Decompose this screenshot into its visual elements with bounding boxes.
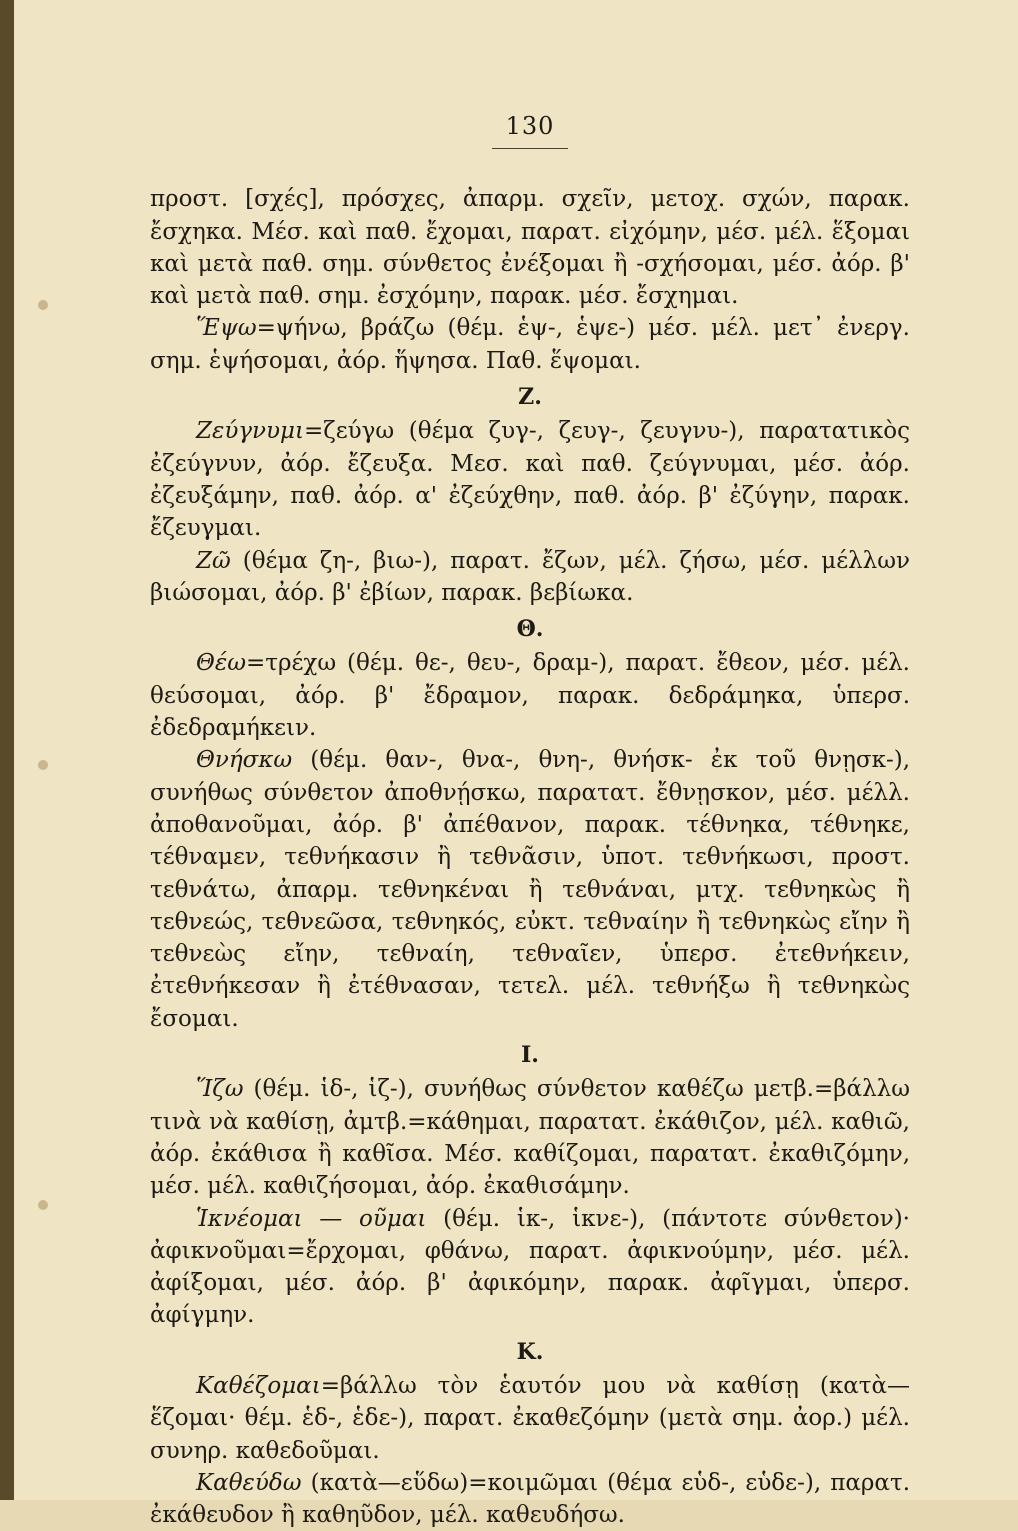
section-letter: Ζ. (518, 384, 542, 411)
section-letter: Ι. (521, 1042, 539, 1069)
entry-lemma: Ζεύγνυμι (196, 418, 304, 445)
entry-lemma: Ἕψω (196, 315, 257, 342)
entry-paragraph: Καθεύδω (κατὰ—εὕδω)=κοιμῶμαι (θέμα εὑδ-, εὑδε-), παρατ. ἐκάθευδον ἢ καθηῦδον, μέλ. καθευδήσω. (150, 1469, 910, 1529)
binding-hole (38, 300, 48, 310)
entry-lemma: Θέω (196, 650, 246, 677)
entry-paragraph: Ζῶ (θέμα ζη-, βιω-), παρατ. ἔζων, μέλ. ζήσω, μέσ. μέλλων βιώσομαι, ἀόρ. β' ἐβίων, παρακ. βεβίωκα. (150, 547, 910, 606)
entry-paragraph: Ζεύγνυμι=ζεύγω (θέμα ζυγ-, ζευγ-, ζευγνυ-), παρατατικὸς ἐζεύγνυν, ἀόρ. ἔζευξα. Μεσ. καὶ παθ. ζεύγνυμαι, μέσ. ἀόρ. ἐζευξάμην, παθ. ἀόρ. α' ἐζεύχθην, παθ. ἀόρ. β' ἐζύγην, παρακ. ἔζευγμαι. (150, 418, 910, 542)
entry-lemma: Καθέζομαι (196, 1372, 321, 1399)
entry-paragraph: Θνήσκω (θέμ. θαν-, θνα-, θνη-, θνήσκ- ἐκ τοῦ θνῃσκ-), συνήθως σύνθετον ἀποθνῄσκω, παρατατ. ἔθνῃσκον, μέσ. μέλλ. ἀποθανοῦμαι, ἀόρ. β' ἀπέθανον, παρακ. τέθνηκα, τέθνηκε, τέθναμεν, τεθνήκασιν ἢ τεθνᾶσιν, ὑποτ. τεθνήκωσι, προστ. τεθνάτω, ἀπαρμ. τεθνηκέναι ἢ τεθνάναι, μτχ. τεθνηκὼς ἢ τεθνεώς, τεθνεῶσα, τεθνηκός, εὐκτ. τεθναίην ἢ τεθνηκὼς εἴην ἢ τεθνεὼς εἴην, τεθναίη, τεθναῖεν, ὑπερσ. ἐτεθνήκειν, ἐτεθνήκεσαν ἢ ἐτέθνασαν, τετελ. μέλ. τεθνήξω ἢ τεθνηκὼς ἔσομαι. (150, 747, 911, 1032)
entry-paragraph: Ἱκνέομαι — οῦμαι (θέμ. ἱκ-, ἱκνε-), (πάντοτε σύνθετον)· ἀφικνοῦμαι=ἔρχομαι, φθάνω, παρατ. ἀφικνούμην, μέσ. μέλ. ἀφίξομαι, μέσ. ἀόρ. β' ἀφικόμην, παρακ. ἀφῖγμαι, ὑπερσ. ἀφίγμην. (150, 1205, 910, 1329)
entry-paragraph: Θέω=τρέχω (θέμ. θε-, θευ-, δραμ-), παρατ. ἔθεον, μέσ. μέλ. θεύσομαι, ἀόρ. β' ἔδραμον, παρακ. δεδράμηκα, ὑπερσ. ἐδεδραμήκειν. (150, 650, 910, 742)
entry-paragraph: προστ. [σχές], πρόσχες, ἀπαρμ. σχεῖν, μετοχ. σχών, παρακ. ἔσχηκα. Μέσ. καὶ παθ. ἔχομαι, παρατ. εἰχόμην, μέσ. μέλ. ἕξομαι καὶ μετὰ παθ. σημ. σύνθετος ἐνέξομαι ἢ -σχήσομαι, μέσ. ἀόρ. β' καὶ μετὰ παθ. σημ. ἐσχόμην, παρακ. μέσ. ἔσχημαι. (150, 186, 910, 310)
section-letter: Θ. (516, 616, 544, 643)
entry-lemma: Καθεύδω (196, 1469, 302, 1496)
binding-hole (38, 1200, 48, 1210)
book-spine (0, 0, 14, 1500)
entry-paragraph: Καθέζομαι=βάλλω τὸν ἑαυτόν μου νὰ καθίσῃ (κατὰ—ἕζομαι· θέμ. ἑδ-, ἑδε-), παρατ. ἐκαθεζόμην (μετὰ σημ. ἀορ.) μέλ. συνηρ. καθεδοῦμαι. (150, 1372, 910, 1464)
entry-paragraph: Ἕψω=ψήνω, βράζω (θέμ. ἑψ-, ἑψε-) μέσ. μέλ. μετ᾽ ἐνεργ. σημ. ἑψήσομαι, ἀόρ. ἥψησα. Παθ. ἕψομαι. (150, 315, 910, 374)
page-text (150, 110, 910, 1531)
entry-lemma: Ἵζω (196, 1076, 244, 1103)
page-number: 130 (150, 110, 910, 149)
entry-lemma: Ἱκνέομαι — οῦμαι (196, 1205, 427, 1232)
entry-lemma: Ζῶ (196, 547, 231, 574)
entry-lemma: Θνήσκω (196, 747, 293, 774)
entry-paragraph: Ἵζω (θέμ. ἱδ-, ἱζ-), συνήθως σύνθετον καθέζω μετβ.=βάλλω τινὰ νὰ καθίσῃ, ἀμτβ.=κάθημαι, παρατατ. ἐκάθιζον, μέλ. καθιῶ, ἀόρ. ἐκάθισα ἢ καθῖσα. Μέσ. καθίζομαι, παρατατ. ἐκαθιζόμην, μέσ. μέλ. καθιζήσομαι, ἀόρ. ἐκαθισάμην. (150, 1076, 910, 1200)
binding-hole (38, 760, 48, 770)
section-letter: Κ. (516, 1338, 544, 1365)
